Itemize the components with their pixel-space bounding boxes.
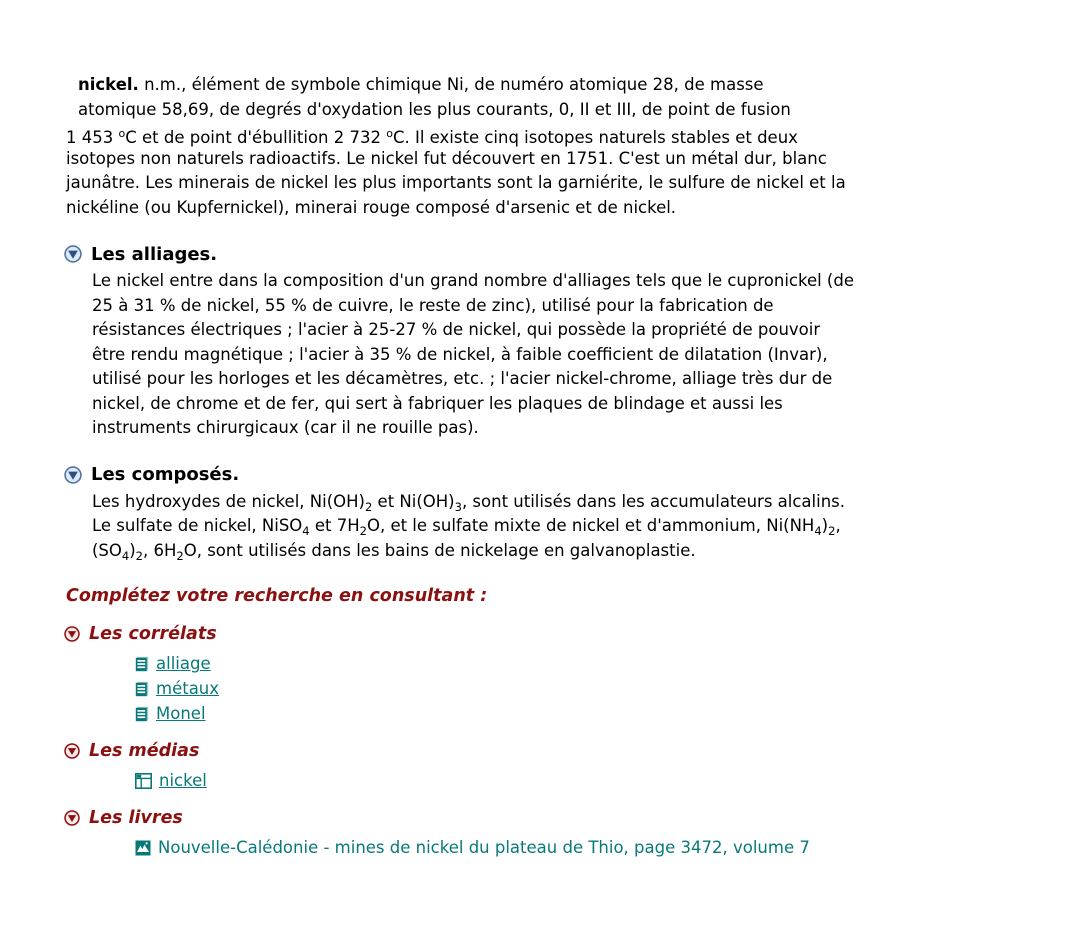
link-row: [135, 835, 1077, 860]
text-line: isotopes non naturels radioactifs. Le nickel fut découvert en 1751. C'est un métal dur, blanc: [66, 148, 827, 168]
group-livres: [66, 806, 1077, 860]
section-heading: [64, 462, 1077, 488]
section-body: [92, 269, 1077, 441]
group-heading: [64, 739, 1077, 763]
link-m-taux[interactable]: métaux: [156, 679, 220, 698]
research-block: [66, 584, 1077, 860]
document-icon: [135, 706, 149, 722]
group-title: Les médias: [89, 741, 200, 761]
link-row: [135, 701, 1077, 726]
triangle-circle-marker-icon: [64, 245, 82, 263]
entry-definition-paragraph: [66, 73, 1077, 220]
text-line: nickel. n.m., élément de symbole chimique Ni, de numéro atomique 28, de masse: [78, 75, 764, 94]
link-row: [135, 676, 1077, 701]
group-correlats: [66, 622, 1077, 726]
book-icon: [135, 840, 151, 856]
group-medias: [66, 739, 1077, 793]
section-heading: [64, 241, 1077, 267]
medias-link-list: [135, 768, 1077, 793]
link-nouvelle-cal-donie-mines-de-ni[interactable]: Nouvelle-Calédonie - mines de nickel du plateau de Thio, page 3472, volume 7: [158, 838, 810, 857]
section-title: Les alliages.: [91, 243, 218, 265]
group-heading: [64, 622, 1077, 646]
text-line: 1 453 $^o$C et de point d'ébullition 2 732 $^o$C. Il existe cinq isotopes naturels stables et deux: [66, 127, 798, 147]
triangle-circle-marker-icon: [64, 466, 82, 484]
text-line: instruments chirurgicaux (car il ne rouille pas).: [92, 418, 479, 437]
group-title: Les livres: [89, 808, 183, 828]
section-composes: [66, 462, 1077, 564]
text-line: nickéline (ou Kupfernickel), minerai rouge composé d'arsenic et de nickel.: [66, 197, 677, 217]
group-heading: [64, 806, 1077, 830]
section-title: Les composés.: [91, 464, 240, 485]
document-icon: [135, 681, 149, 697]
text-line: nickel, de chrome et de fer, qui sert à fabriquer les plaques de blindage et aussi les: [92, 393, 783, 413]
link-monel[interactable]: Monel: [156, 704, 206, 723]
text-line: 25 à 31 % de nickel, 55 % de cuivre, le reste de zinc), utilisé pour la fabrication de: [92, 295, 774, 315]
livres-link-list: [135, 835, 1077, 860]
document-icon: [135, 656, 149, 672]
link-alliage[interactable]: alliage: [156, 654, 211, 673]
triangle-circle-marker-red-icon: [64, 743, 80, 759]
text-line: résistances électriques ; l'acier à 25-27 % de nickel, qui possède la propriété de pouvoir: [92, 320, 821, 339]
link-row: [135, 651, 1077, 676]
research-prompt: Complétez votre recherche en consultant :: [66, 586, 488, 606]
media-icon: [135, 773, 152, 789]
section-body: [92, 490, 1077, 564]
text-line: utilisé pour les horloges et les décamètres, etc. ; l'acier nickel-chrome, alliage très dur de: [92, 369, 833, 388]
link-nickel[interactable]: nickel: [159, 771, 207, 790]
link-row: [135, 768, 1077, 793]
text-line: atomique 58,69, de degrés d'oxydation les plus courants, 0, II et III, de point de fusion: [78, 99, 791, 119]
text-line: Les hydroxydes de nickel, $Ni(OH)_2$ et $Ni(OH)_3$, sont utilisés dans les accumulateurs alcalins.: [92, 491, 846, 514]
text-line: jaunâtre. Les minerais de nickel les plus importants sont la garniérite, le sulfure de nickel et la: [66, 173, 846, 192]
triangle-circle-marker-red-icon: [64, 626, 80, 642]
triangle-circle-marker-red-icon: [64, 810, 80, 826]
text-line: être rendu magnétique ; l'acier à 35 % de nickel, à faible coefficient de dilatation (Invar),: [92, 344, 828, 364]
text-line: Le nickel entre dans la composition d'un grand nombre d'alliages tels que le cupronickel (de: [92, 271, 854, 290]
text-line: Le sulfate de nickel, NiSO$_4$ et $7H_2O$, et le sulfate mixte de nickel et d'ammonium, $Ni(NH_4)_2$,: [92, 516, 841, 538]
correlats-link-list: [135, 651, 1077, 726]
text-line: $(SO_4)_2$, $6H_2O$, sont utilisés dans les bains de nickelage en galvanoplastie.: [92, 540, 696, 563]
section-alliages: [66, 241, 1077, 441]
group-title: Les corrélats: [89, 624, 217, 644]
